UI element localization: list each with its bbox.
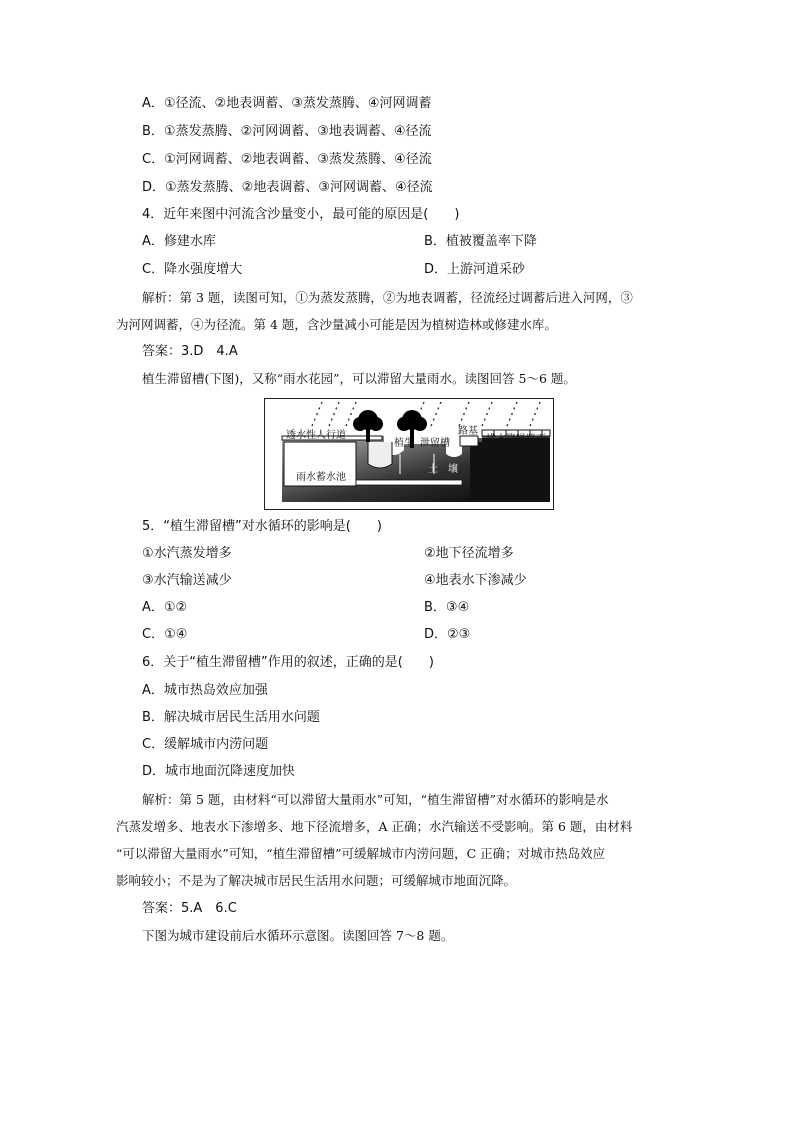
label-plant: 植生 (394, 438, 414, 449)
q4-option-b: B．植被覆盖率下降 (424, 234, 537, 249)
q3-option-c: C．①河网调蓄、②地表调蓄、③蒸发蒸腾、④径流 (142, 152, 432, 167)
intro-5-6: 植生滞留槽(下图)，又称“雨水花园”，可以滞留大量雨水。读图回答 5～6 题。 (142, 371, 576, 386)
label-soil: 土 壤 (428, 464, 458, 475)
q3-option-d: D．①蒸发蒸腾、②地表调蓄、③河网调蓄、④径流 (142, 180, 433, 195)
q3-option-a: A．①径流、②地表调蓄、③蒸发蒸腾、④河网调蓄 (142, 96, 432, 111)
label-tank: 泄留槽 (420, 438, 450, 449)
q6-option-a: A．城市热岛效应加强 (142, 683, 268, 698)
q6-option-c: C．缓解城市内涝问题 (142, 737, 269, 752)
q5-item-2: ②地下径流增多 (424, 546, 514, 561)
answer-5-6: 答案：5.A 6.C (142, 901, 237, 916)
answer-3-4: 答案：3.D 4.A (142, 344, 238, 359)
q5-item-4: ④地表水下渗减少 (424, 573, 527, 588)
bioretention-figure (264, 398, 554, 510)
q5-option-b: B．③④ (424, 600, 470, 615)
q5-stem: 5．“植生滞留槽”对水循环的影响是( ) (142, 519, 382, 534)
q5-item-1: ①水汽蒸发增多 (142, 546, 232, 561)
q6-option-d: D．城市地面沉降速度加快 (142, 764, 296, 779)
q6-option-b: B．解决城市居民生活用水问题 (142, 710, 320, 725)
q4-stem: 4．近年来图中河流含沙量变小，最可能的原因是( ) (142, 207, 460, 222)
label-sidewalk: 透水性人行道 (286, 430, 346, 441)
q4-option-c: C．降水强度增大 (142, 262, 243, 277)
q5-item-3: ③水汽输送减少 (142, 573, 232, 588)
analysis-5-6-line4: 影响较小；不是为了解决城市居民生活用水问题；可缓解城市地面沉降。 (116, 873, 517, 888)
analysis-5-6-line1: 解析：第 5 题，由材料“可以滞留大量雨水”可知，“植生滞留槽”对水循环的影响是水 (142, 792, 609, 807)
analysis-5-6-line3: “可以滞留大量雨水”可知，“植生滞留槽”可缓解城市内涝问题，C 正确；对城市热岛效应 (116, 846, 606, 861)
intro-7-8: 下图为城市建设前后水循环示意图。读图回答 7～8 题。 (142, 928, 454, 943)
label-pool: 雨水蓄水池 (296, 472, 346, 483)
label-roadbed: 路基 (458, 426, 478, 437)
q5-option-c: C．①④ (142, 627, 188, 642)
q5-option-d: D．②③ (424, 627, 471, 642)
analysis-3-4-line2: 为河网调蓄，④为径流。第 4 题，含沙量减小可能是因为植树造林或修建水库。 (116, 317, 557, 332)
analysis-3-4-line1: 解析：第 3 题，读图可知，①为蒸发蒸腾，②为地表调蓄，径流经过调蓄后进入河网，③ (142, 290, 633, 305)
q4-option-a: A．修建水库 (142, 234, 216, 249)
q3-option-b: B．①蒸发蒸腾、②河网调蓄、③地表调蓄、④径流 (142, 124, 432, 139)
q4-option-d: D．上游河道采砂 (424, 262, 526, 277)
q6-stem: 6．关于“植生滞留槽”作用的叙述，正确的是( ) (142, 655, 434, 670)
analysis-5-6-line2: 汽蒸发增多、地表水下渗增多、地下径流增多，A 正确；水汽输送不受影响。第 6 题，由材料 (116, 819, 633, 834)
label-road: 排水降噪路面 (486, 434, 546, 445)
bioretention-diagram (264, 398, 554, 510)
q5-option-a: A．①② (142, 600, 188, 615)
